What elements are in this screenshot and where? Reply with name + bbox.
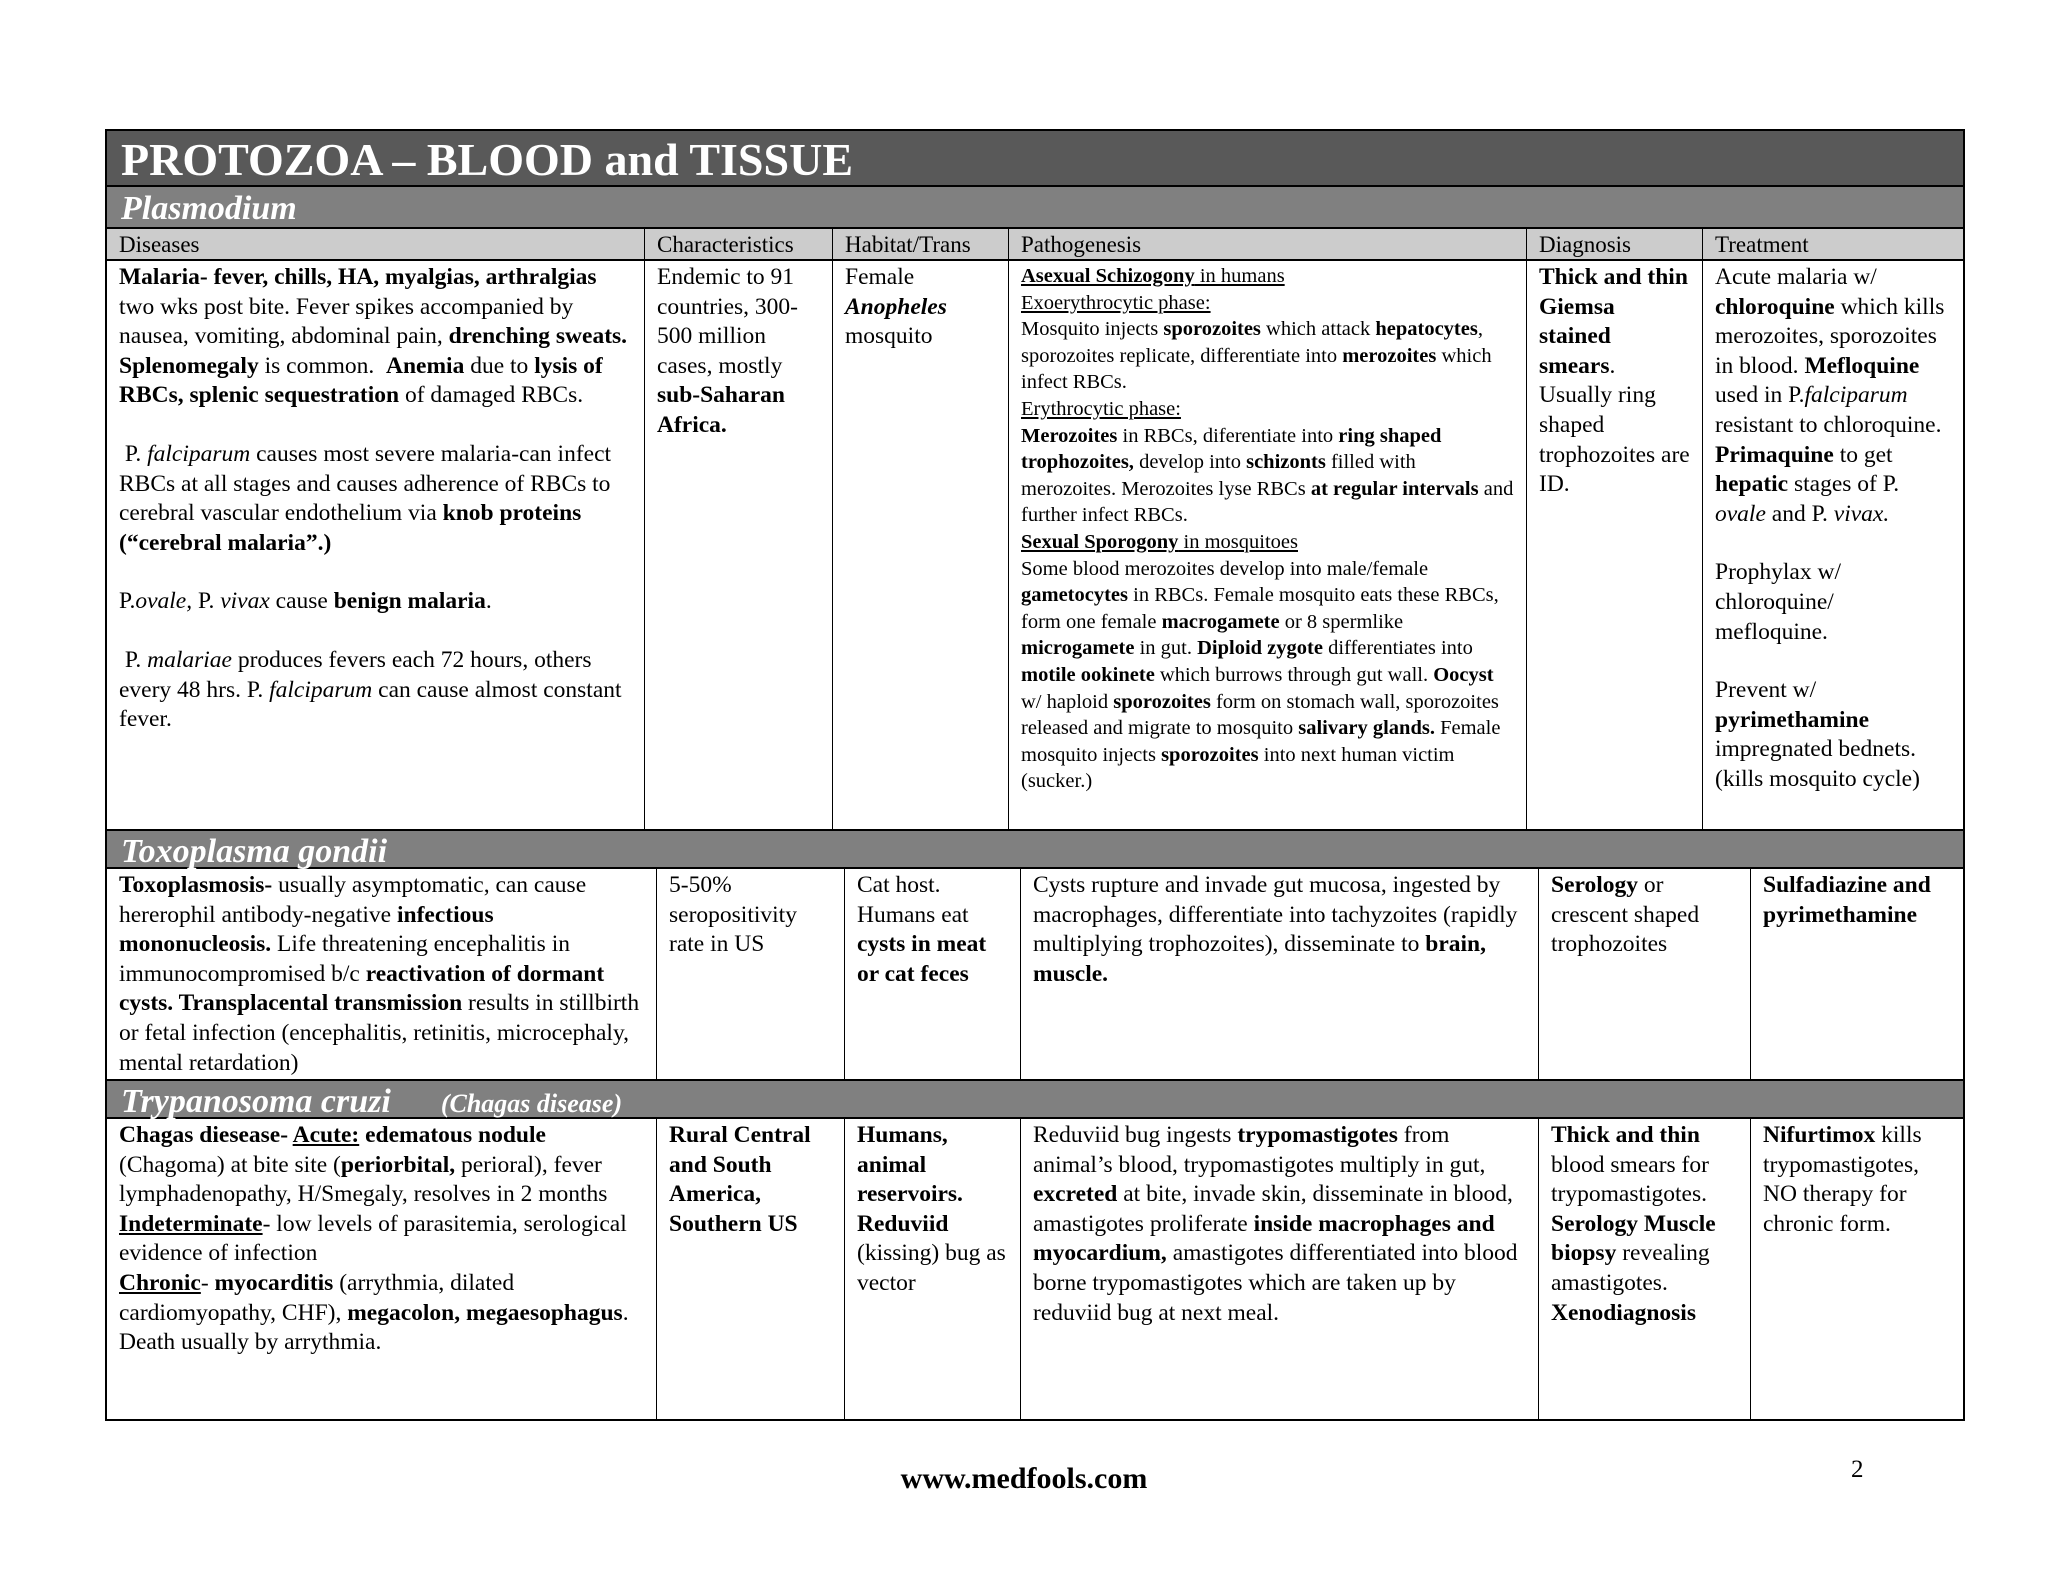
protozoa-table <box>105 129 1965 1421</box>
cell-diagnosis: Serology or crescent shaped trophozoites <box>1539 869 1751 1079</box>
cell-characteristics: Rural Central and South America, Southern US <box>657 1119 845 1419</box>
cell-treatment: Nifurtimox kills trypomastigotes, NO therapy for chronic form. <box>1763 1122 1922 1237</box>
column-header-habitat: Habitat/Trans <box>833 229 1009 259</box>
cell-diseases: Toxoplasmosis- usually asymptomatic, can cause hererophil antibody-negative infectious mononucleosis. Life threatening encephalitis in immunocompromised b/c reactivation of dormant cysts. Transplacental transmission results in stillbirth or fetal infection (encephalitis, retinitis, microcephaly, mental retardation) <box>107 869 657 1079</box>
section-title-plasmodium: Plasmodium <box>107 187 1963 229</box>
cell-treatment: Acute malaria w/ chloroquine which kills merozoites, sporozoites in blood. Mefloquine used in P.falciparum resistant to chloroquine. Primaquine to get hepatic stages of P. ovale and P. vivax. Prophylax w/ chloroquine/ mefloquine. Prevent w/ pyrimethamine impregnated bednets. (kills mosquito cycle) <box>1715 264 1945 792</box>
cell-characteristics: Endemic to 91 countries, 300-500 million cases, mostly sub-Saharan Africa. <box>645 261 833 829</box>
page-number: 2 <box>1851 1456 1864 1483</box>
column-header-pathogenesis: Pathogenesis <box>1009 229 1527 259</box>
cell-pathogenesis: Cysts rupture and invade gut mucosa, ingested by macrophages, differentiate into tachyzoites (rapidly multiplying trophozoites), disseminate to brain, muscle. <box>1021 869 1539 1079</box>
cell-habitat: Female Anopheles mosquito <box>833 261 1009 829</box>
cell-characteristics: 5-50% seropositivity rate in US <box>657 869 845 1079</box>
table-row-plasmodium <box>107 261 1963 829</box>
column-header-row <box>107 229 1963 261</box>
cell-habitat: Humans, animal reservoirs. Reduviid (kissing) bug as vector <box>845 1119 1021 1419</box>
cell-diagnosis: Thick and thin Giemsa stained smears. Usually ring shaped trophozoites are ID. <box>1527 261 1703 829</box>
cell-treatment: Sulfadiazine and pyrimethamine <box>1763 872 1931 928</box>
table-row-trypanosoma <box>107 1119 1963 1419</box>
section-subtitle-chagas: (Chagas disease) <box>440 1089 623 1118</box>
section-title-trypanosoma <box>107 1079 1963 1119</box>
column-header-treatment: Treatment <box>1715 232 1809 257</box>
section-title-toxoplasma: Toxoplasma gondii <box>107 829 1963 869</box>
column-header-characteristics: Characteristics <box>645 229 833 259</box>
cell-diseases: Malaria- fever, chills, HA, myalgias, arthralgias two wks post bite. Fever spikes accompanied by nausea, vomiting, abdominal pain, drenching sweats. Splenomegaly is common. Anemia due to lysis of RBCs, splenic sequestration of damaged RBCs. P. falciparum causes most severe malaria-can infect RBCs at all stages and causes adherence of RBCs to cerebral vascular endothelium via knob proteins (“cerebral malaria”.) P.ovale, P. vivax cause benign malaria. P. malariae produces fevers each 72 hours, others every 48 hrs. P. falciparum can cause almost constant fever. <box>107 261 645 829</box>
cell-diagnosis: Thick and thin blood smears for trypomastigotes. Serology Muscle biopsy revealing amastigotes. Xenodiagnosis <box>1539 1119 1751 1419</box>
cell-diseases: Chagas diesease- Acute: edematous nodule (Chagoma) at bite site (periorbital, perioral), fever lymphadenopathy, H/Smegaly, resolves in 2 months Indeterminate- low levels of parasitemia, serological evidence of infection Chronic- myocarditis (arrythmia, dilated cardiomyopathy, CHF), megacolon, megaesophagus. Death usually by arrythmia. <box>107 1119 657 1419</box>
table-row-toxoplasma <box>107 869 1963 1079</box>
footer-url: www.medfools.com <box>900 1462 1148 1495</box>
section-title-trypanosoma-name: Trypanosoma cruzi <box>121 1083 391 1120</box>
cell-pathogenesis: Reduviid bug ingests trypomastigotes from animal’s blood, trypomastigotes multiply in gut, excreted at bite, invade skin, disseminate in blood, amastigotes proliferate inside macrophages and myocardium, amastigotes differentiated into blood borne trypomastigotes which are taken up by reduviid bug at next meal. <box>1021 1119 1539 1419</box>
column-header-diseases: Diseases <box>107 229 645 259</box>
page-title: PROTOZOA – BLOOD and TISSUE <box>107 131 1963 187</box>
column-header-diagnosis: Diagnosis <box>1527 229 1703 259</box>
cell-pathogenesis: Asexual Schizogony in humans Exoerythrocytic phase: Mosquito injects sporozoites which attack hepatocytes, sporozoites replicate, differentiate into merozoites which infect RBCs. Erythrocytic phase: Merozoites in RBCs, diferentiate into ring shaped trophozoites, develop into schizonts filled with merozoites. Merozoites lyse RBCs at regular intervals and further infect RBCs. Sexual Sporogony in mosquitoes Some blood merozoites develop into male/female gametocytes in RBCs. Female mosquito eats these RBCs, form one female macrogamete or 8 spermlike microgamete in gut. Diploid zygote differentiates into motile ookinete which burrows through gut wall. Oocyst w/ haploid sporozoites form on stomach wall, sporozoites released and migrate to mosquito salivary glands. Female mosquito injects sporozoites into next human victim (sucker.) <box>1009 261 1527 829</box>
cell-habitat: Cat host. Humans eat cysts in meat or cat feces <box>845 869 1021 1079</box>
